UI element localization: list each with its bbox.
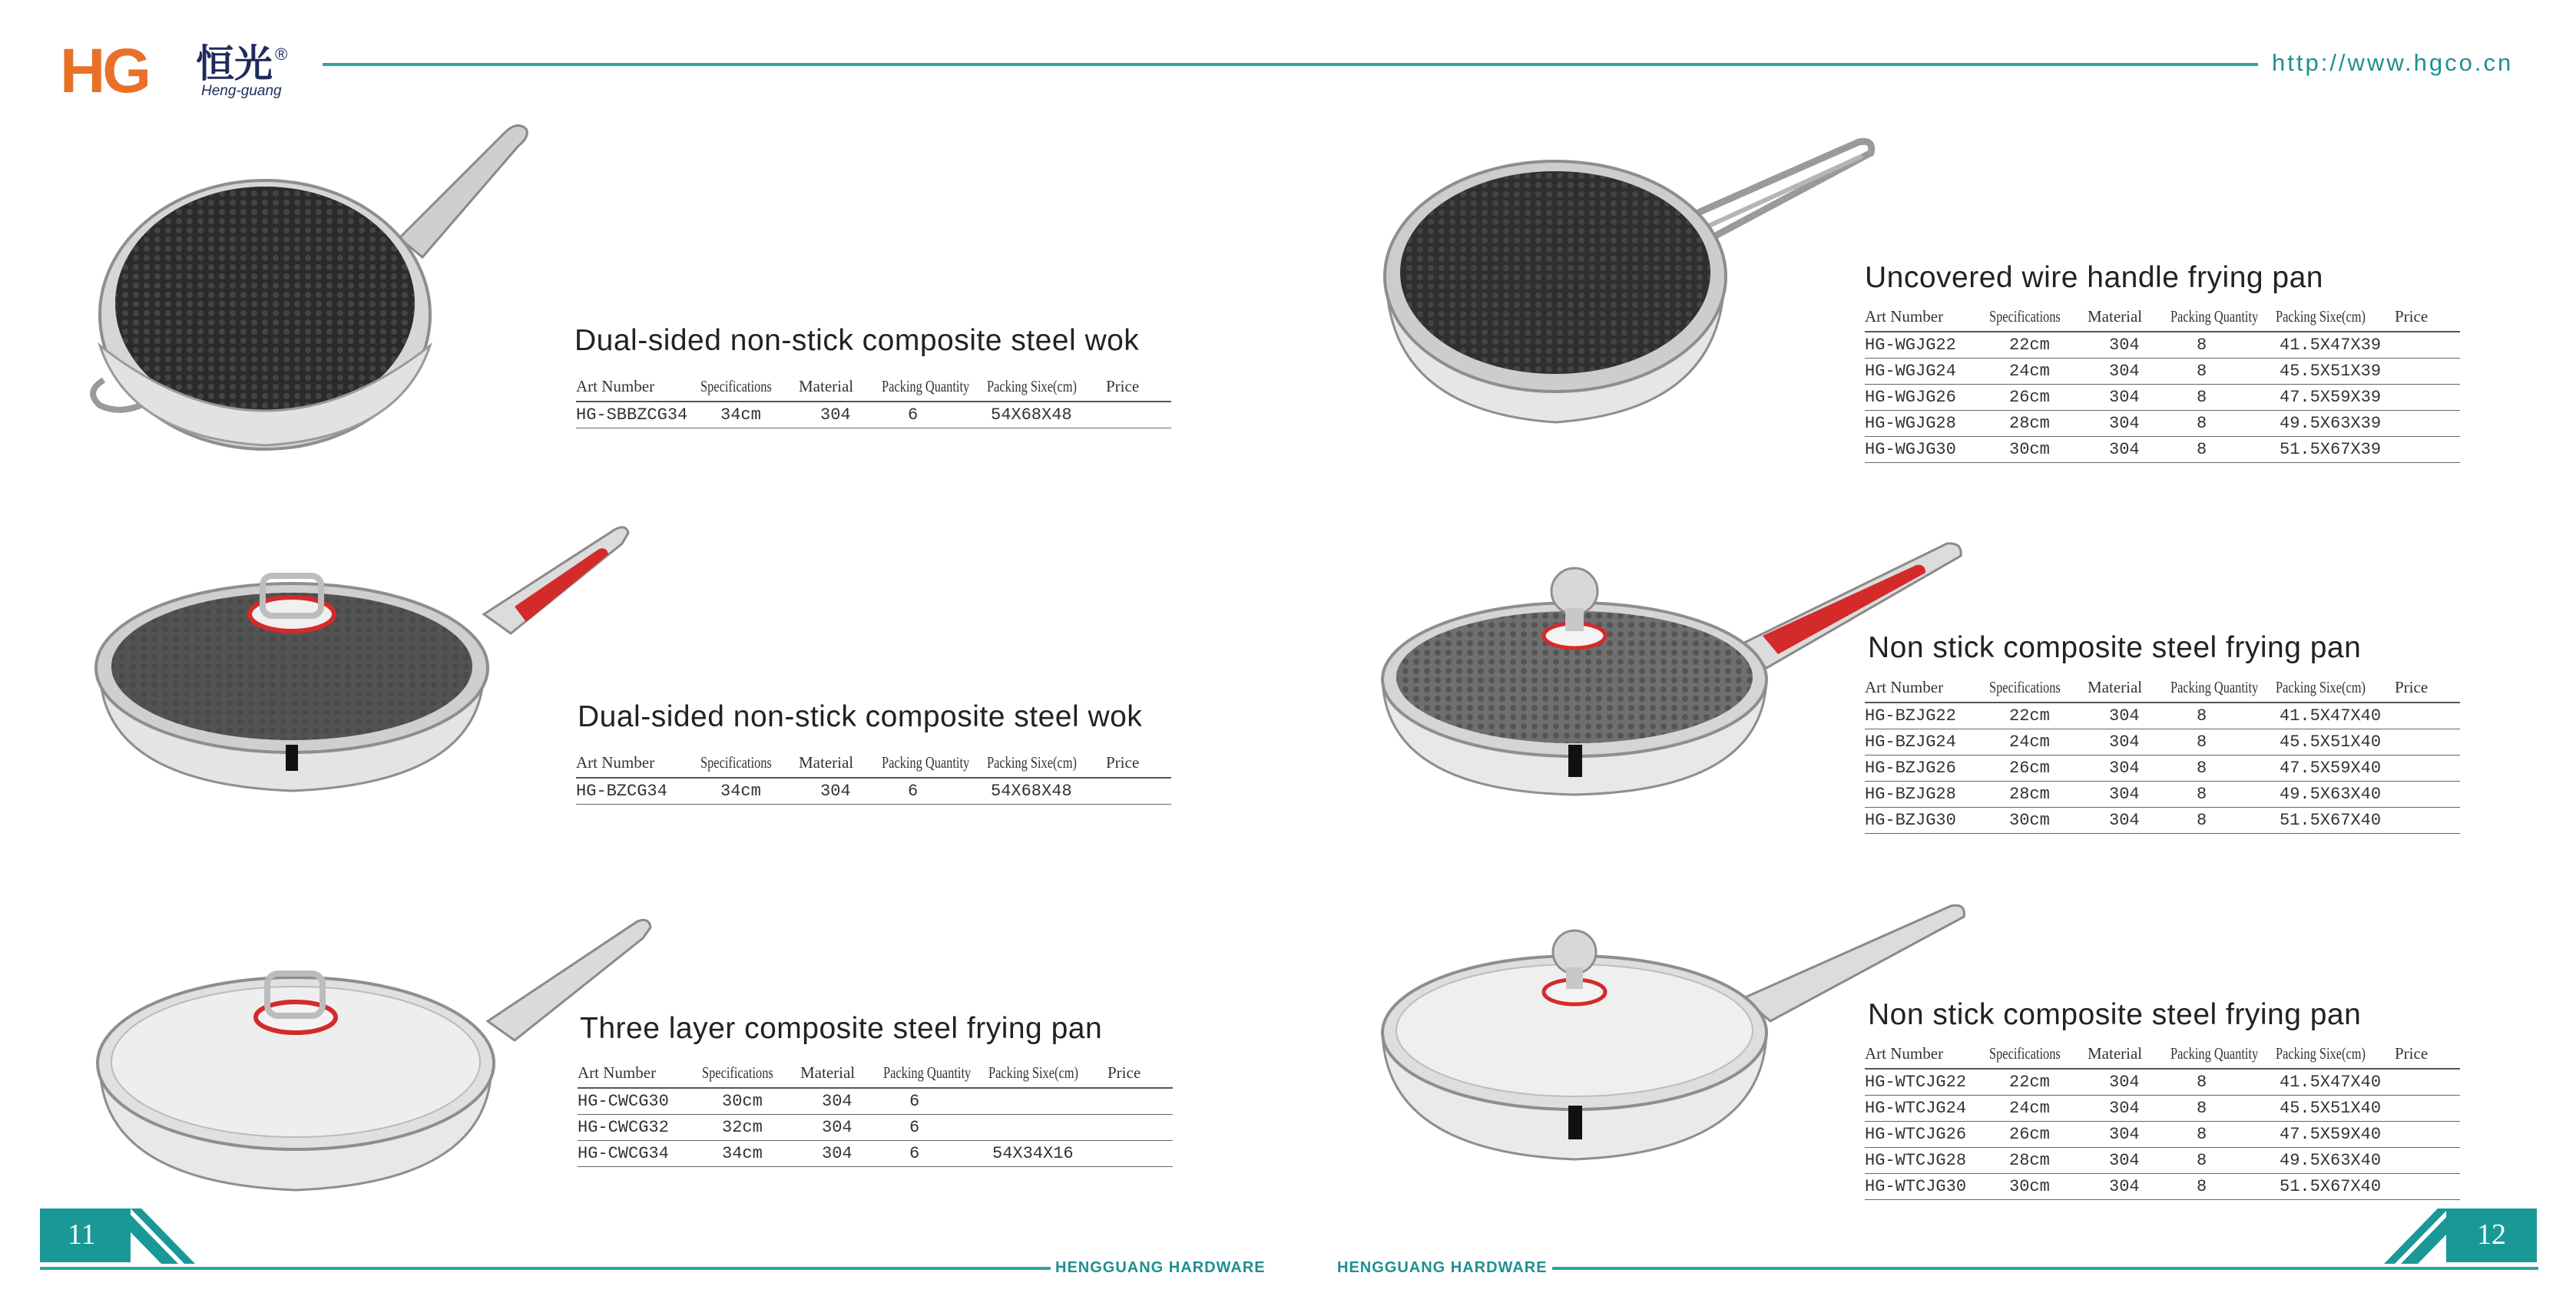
table-cell: 30cm xyxy=(722,1092,763,1111)
product-title: Non stick composite steel frying pan xyxy=(1868,631,2362,664)
column-header: Packing Quantity xyxy=(2170,678,2259,696)
table-cell: 34cm xyxy=(720,405,761,425)
table-cell: 28cm xyxy=(2009,1151,2050,1170)
column-header: Packing Quantity xyxy=(882,377,970,395)
table-cell: 304 xyxy=(2109,336,2140,355)
table-cell: 34cm xyxy=(722,1144,763,1163)
column-header: Specifications xyxy=(700,377,772,395)
table-cell: 49.5X63X39 xyxy=(2280,414,2382,433)
table-cell: 45.5X51X39 xyxy=(2280,362,2382,381)
table-cell: 8 xyxy=(2197,362,2207,381)
table-cell: 304 xyxy=(2109,440,2140,459)
spec-header-row xyxy=(1865,303,2460,332)
footer-brand-left: HENGGUANG HARDWARE xyxy=(1051,1259,1270,1277)
column-header: Packing Sixe(cm) xyxy=(988,1063,1078,1082)
table-cell: HG-WGJG30 xyxy=(1865,440,1956,459)
table-cell: 28cm xyxy=(2009,414,2050,433)
spec-table xyxy=(578,1060,1173,1167)
column-header: Packing Quantity xyxy=(883,1063,972,1082)
table-cell: 8 xyxy=(2197,440,2207,459)
table-row xyxy=(1865,703,2460,729)
table-cell: HG-BZJG22 xyxy=(1865,706,1956,726)
table-cell: 304 xyxy=(2109,1125,2140,1144)
stripe-decor-right xyxy=(2379,1208,2472,1264)
table-row xyxy=(1865,729,2460,755)
table-cell: 304 xyxy=(2109,1099,2140,1118)
table-cell: 51.5X67X40 xyxy=(2280,1177,2382,1196)
table-cell: HG-WGJG24 xyxy=(1865,362,1956,381)
table-cell: HG-WGJG28 xyxy=(1865,414,1956,433)
table-cell: HG-BZJG28 xyxy=(1865,785,1956,804)
column-header: Price xyxy=(1106,377,1140,395)
table-row xyxy=(1865,808,2460,834)
header-divider xyxy=(323,63,2258,66)
table-cell: 51.5X67X40 xyxy=(2280,811,2382,830)
page-number-right: 12 xyxy=(2477,1218,2506,1251)
column-header: Art Number xyxy=(576,377,655,395)
column-header: Art Number xyxy=(578,1063,657,1082)
table-cell: HG-CWCG34 xyxy=(578,1144,669,1163)
table-cell: 54X68X48 xyxy=(991,405,1072,425)
table-cell: HG-WTCJG26 xyxy=(1865,1125,1967,1144)
page-number-left: 11 xyxy=(68,1218,96,1251)
spec-table xyxy=(576,373,1171,428)
column-header: Material xyxy=(2088,1044,2143,1063)
table-cell: 304 xyxy=(822,1118,853,1137)
table-cell: 47.5X59X40 xyxy=(2280,1125,2382,1144)
table-cell: 30cm xyxy=(2009,811,2050,830)
spec-table xyxy=(1865,674,2460,834)
table-cell: 8 xyxy=(2197,1073,2207,1092)
table-cell: 26cm xyxy=(2009,759,2050,778)
table-row xyxy=(1865,332,2460,359)
table-cell: 45.5X51X40 xyxy=(2280,1099,2382,1118)
table-cell: 304 xyxy=(820,405,851,425)
table-row xyxy=(576,779,1171,805)
table-cell: 45.5X51X40 xyxy=(2280,732,2382,752)
table-cell: 8 xyxy=(2197,414,2207,433)
table-cell: 41.5X47X39 xyxy=(2280,336,2382,355)
column-header: Packing Sixe(cm) xyxy=(2276,307,2366,326)
table-cell: 304 xyxy=(2109,732,2140,752)
table-row xyxy=(1865,1070,2460,1096)
stripe-decor-left xyxy=(108,1208,200,1264)
column-header: Packing Quantity xyxy=(2170,1044,2259,1063)
table-cell: 47.5X59X39 xyxy=(2280,388,2382,407)
spec-table xyxy=(1865,303,2460,463)
table-cell: HG-BZJG30 xyxy=(1865,811,1956,830)
column-header: Art Number xyxy=(1865,1044,1944,1063)
table-cell: 47.5X59X40 xyxy=(2280,759,2382,778)
table-cell: 304 xyxy=(2109,706,2140,726)
spec-header-row xyxy=(576,749,1171,779)
table-cell: 30cm xyxy=(2009,1177,2050,1196)
column-header: Art Number xyxy=(1865,307,1944,326)
column-header: Art Number xyxy=(1865,678,1944,696)
table-cell: HG-WTCJG28 xyxy=(1865,1151,1967,1170)
table-cell: 49.5X63X40 xyxy=(2280,785,2382,804)
table-cell: HG-WTCJG24 xyxy=(1865,1099,1967,1118)
table-cell: HG-WTCJG30 xyxy=(1865,1177,1967,1196)
table-cell: 41.5X47X40 xyxy=(2280,1073,2382,1092)
table-row xyxy=(1865,359,2460,385)
table-cell: HG-BZJG24 xyxy=(1865,732,1956,752)
table-cell: 8 xyxy=(2197,336,2207,355)
product-title: Non stick composite steel frying pan xyxy=(1868,998,2362,1031)
table-cell: HG-CWCG32 xyxy=(578,1118,669,1137)
table-cell: 304 xyxy=(2109,388,2140,407)
column-header: Price xyxy=(1108,1063,1141,1082)
column-header: Packing Quantity xyxy=(2170,307,2259,326)
table-cell: 304 xyxy=(2109,785,2140,804)
table-row xyxy=(1865,411,2460,437)
column-header: Material xyxy=(2088,307,2143,326)
table-cell: 304 xyxy=(2109,1177,2140,1196)
column-header: Price xyxy=(2395,678,2429,696)
three-layer-pan-image xyxy=(88,906,649,1198)
table-cell: 22cm xyxy=(2009,706,2050,726)
table-cell: 54X68X48 xyxy=(991,782,1072,801)
table-cell: 8 xyxy=(2197,1151,2207,1170)
table-cell: 8 xyxy=(2197,706,2207,726)
column-header: Material xyxy=(799,753,854,772)
table-cell: 304 xyxy=(822,1092,853,1111)
logo-subtitle: Heng-guang xyxy=(201,83,282,99)
column-header: Packing Sixe(cm) xyxy=(2276,1044,2366,1063)
column-header: Packing Sixe(cm) xyxy=(2276,678,2366,696)
product-title: Three layer composite steel frying pan xyxy=(580,1012,1103,1045)
spec-header-row xyxy=(1865,1040,2460,1070)
column-header: Price xyxy=(1106,753,1140,772)
table-cell: 6 xyxy=(909,1118,920,1137)
table-row xyxy=(1865,782,2460,808)
column-header: Art Number xyxy=(576,753,655,772)
table-cell: 304 xyxy=(820,782,851,801)
table-cell: 6 xyxy=(908,405,919,425)
column-header: Packing Sixe(cm) xyxy=(987,377,1077,395)
table-cell: 304 xyxy=(2109,1073,2140,1092)
column-header: Material xyxy=(2088,678,2143,696)
table-cell: 22cm xyxy=(2009,336,2050,355)
table-cell: 304 xyxy=(2109,1151,2140,1170)
column-header: Packing Sixe(cm) xyxy=(987,753,1077,772)
product-title: Dual-sided non-stick composite steel wok xyxy=(574,324,1140,357)
table-row xyxy=(578,1141,1173,1167)
table-cell: 6 xyxy=(909,1092,920,1111)
table-cell: 6 xyxy=(908,782,919,801)
table-cell: HG-BZJG26 xyxy=(1865,759,1956,778)
table-cell: HG-CWCG30 xyxy=(578,1092,669,1111)
table-cell: 8 xyxy=(2197,1099,2207,1118)
table-cell: 51.5X67X39 xyxy=(2280,440,2382,459)
table-cell: 54X34X16 xyxy=(992,1144,1074,1163)
table-cell: 24cm xyxy=(2009,362,2050,381)
website-url[interactable]: http://www.hgco.cn xyxy=(2272,49,2514,76)
spec-table xyxy=(576,749,1171,805)
logo-chinese-name: 恒光 xyxy=(196,42,273,85)
table-cell: 304 xyxy=(2109,414,2140,433)
table-cell: HG-WTCJG22 xyxy=(1865,1073,1967,1092)
wok-image xyxy=(77,115,538,468)
table-cell: 8 xyxy=(2197,388,2207,407)
table-cell: 34cm xyxy=(720,782,761,801)
product-title: Dual-sided non-stick composite steel wok xyxy=(578,700,1143,733)
table-row xyxy=(578,1115,1173,1141)
spec-header-row xyxy=(578,1060,1173,1089)
spec-header-row xyxy=(1865,674,2460,703)
table-cell: 41.5X47X40 xyxy=(2280,706,2382,726)
column-header: Price xyxy=(2395,307,2429,326)
column-header: Specifications xyxy=(1989,678,2061,696)
table-cell: 28cm xyxy=(2009,785,2050,804)
footer-brand-right: HENGGUANG HARDWARE xyxy=(1333,1259,1552,1277)
wire-handle-pan-image xyxy=(1382,134,1882,434)
table-cell: 8 xyxy=(2197,785,2207,804)
table-cell: HG-SBBZCG34 xyxy=(576,405,688,425)
table-row xyxy=(1865,1174,2460,1200)
table-cell: 304 xyxy=(2109,759,2140,778)
table-cell: 6 xyxy=(909,1144,920,1163)
table-cell: 8 xyxy=(2197,759,2207,778)
table-cell: 24cm xyxy=(2009,732,2050,752)
table-cell: 24cm xyxy=(2009,1099,2050,1118)
table-cell: 8 xyxy=(2197,732,2207,752)
table-cell: 8 xyxy=(2197,1177,2207,1196)
table-row xyxy=(1865,1096,2460,1122)
column-header: Specifications xyxy=(1989,1044,2061,1063)
column-header: Packing Quantity xyxy=(882,753,970,772)
table-row xyxy=(576,402,1171,428)
column-header: Material xyxy=(799,377,854,395)
column-header: Price xyxy=(2395,1044,2429,1063)
table-cell: 8 xyxy=(2197,1125,2207,1144)
table-row xyxy=(1865,437,2460,463)
column-header: Material xyxy=(800,1063,856,1082)
column-header: Specifications xyxy=(702,1063,773,1082)
column-header: Specifications xyxy=(1989,307,2061,326)
product-title: Uncovered wire handle frying pan xyxy=(1865,261,2324,294)
table-cell: HG-BZCG34 xyxy=(576,782,667,801)
table-row xyxy=(1865,1122,2460,1148)
covered-wok-image xyxy=(84,514,637,806)
table-cell: 22cm xyxy=(2009,1073,2050,1092)
column-header: Specifications xyxy=(700,753,772,772)
table-cell: 304 xyxy=(822,1144,853,1163)
spec-header-row xyxy=(576,373,1171,402)
registered-mark: ® xyxy=(275,45,288,64)
table-cell: 49.5X63X40 xyxy=(2280,1151,2382,1170)
table-row xyxy=(1865,385,2460,411)
table-cell: 26cm xyxy=(2009,1125,2050,1144)
logo-letters: HG xyxy=(60,36,148,106)
table-cell: 26cm xyxy=(2009,388,2050,407)
spec-table xyxy=(1865,1040,2460,1200)
brand-logo xyxy=(60,36,148,106)
table-cell: 304 xyxy=(2109,811,2140,830)
table-row xyxy=(1865,1148,2460,1174)
table-cell: 304 xyxy=(2109,362,2140,381)
table-cell: HG-WGJG22 xyxy=(1865,336,1956,355)
table-cell: HG-WGJG26 xyxy=(1865,388,1956,407)
table-cell: 8 xyxy=(2197,811,2207,830)
table-row xyxy=(1865,755,2460,782)
table-row xyxy=(578,1089,1173,1115)
table-cell: 30cm xyxy=(2009,440,2050,459)
table-cell: 32cm xyxy=(722,1118,763,1137)
